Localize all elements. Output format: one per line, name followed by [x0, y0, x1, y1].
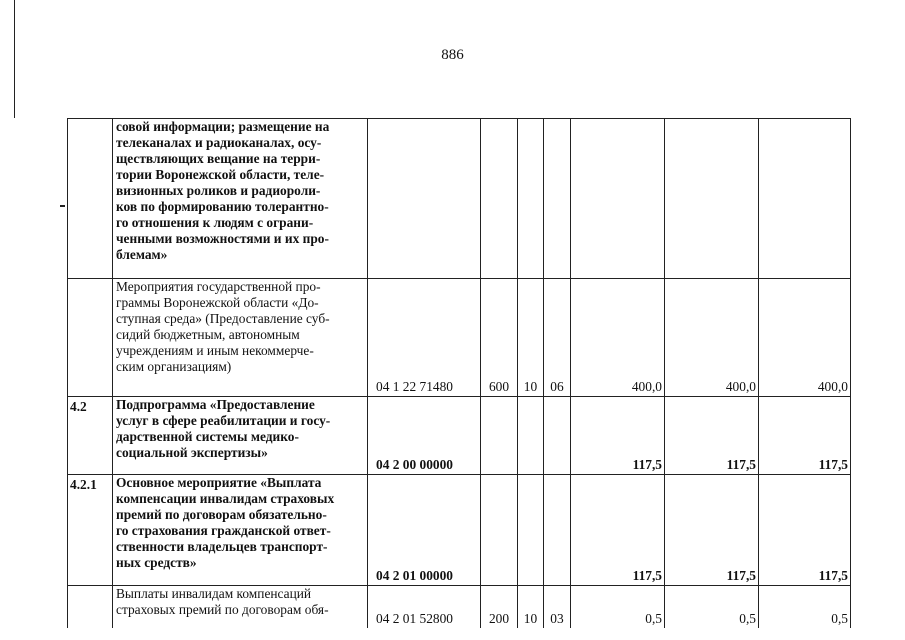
- table-row: [68, 279, 851, 397]
- budget-table: [67, 118, 851, 628]
- section: 10: [518, 586, 544, 629]
- amount-year-3: 0,5: [759, 586, 851, 629]
- subsection: [544, 475, 571, 586]
- classification-code: 04 2 01 52800: [368, 586, 481, 629]
- amount-year-1: 117,5: [571, 475, 665, 586]
- row-name: Мероприятия государственной про- граммы Воронежской области «До- ступная среда» (Предоставление суб- сидий бюджетным, автономным учреждениям и иным некоммерче- ским организациям): [113, 279, 368, 397]
- expense-type: 200: [481, 586, 518, 629]
- classification-code: 04 1 22 71480: [368, 279, 481, 397]
- row-number: 4.2.1: [68, 475, 113, 586]
- classification-code: 04 2 01 00000: [368, 475, 481, 586]
- section: [518, 119, 544, 279]
- expense-type: 600: [481, 279, 518, 397]
- row-name: Подпрограмма «Предоставление услуг в сфере реабилитации и госу- дарственной системы медико- социальной экспертизы»: [113, 397, 368, 475]
- page-number: 886: [441, 47, 464, 63]
- amount-year-1: 117,5: [571, 397, 665, 475]
- amount-year-1: 400,0: [571, 279, 665, 397]
- row-name: Выплаты инвалидам компенсаций страховых премий по договорам обя-: [113, 586, 368, 629]
- table-row: [68, 397, 851, 475]
- table-row: [68, 475, 851, 586]
- classification-code: 04 2 00 00000: [368, 397, 481, 475]
- row-number: [68, 119, 113, 279]
- amount-year-2: 400,0: [665, 279, 759, 397]
- amount-year-3: 400,0: [759, 279, 851, 397]
- section: [518, 475, 544, 586]
- amount-year-3: 117,5: [759, 475, 851, 586]
- subsection: [544, 397, 571, 475]
- expense-type: [481, 475, 518, 586]
- amount-year-2: 117,5: [665, 475, 759, 586]
- subsection: 06: [544, 279, 571, 397]
- amount-year-1: [571, 119, 665, 279]
- classification-code: [368, 119, 481, 279]
- amount-year-1: 0,5: [571, 586, 665, 629]
- table-row: [68, 586, 851, 629]
- section: [518, 397, 544, 475]
- margin-mark: [60, 205, 65, 207]
- row-name: Основное мероприятие «Выплата компенсации инвалидам страховых премий по договорам обязательно- го страхования гражданской ответ- ственности владельцев транспорт- ных средств»: [113, 475, 368, 586]
- amount-year-3: 117,5: [759, 397, 851, 475]
- section: 10: [518, 279, 544, 397]
- expense-type: [481, 397, 518, 475]
- amount-year-2: 117,5: [665, 397, 759, 475]
- expense-type: [481, 119, 518, 279]
- amount-year-2: 0,5: [665, 586, 759, 629]
- row-name: совой информации; размещение на телеканалах и радиоканалах, осу- ществляющих вещание на терри- тории Воронежской области, теле- визионных роликов и радиороли- ков по формированию толерантно- го отношения к людям с ограни- ченными возможностями и их про- блемам»: [113, 119, 368, 279]
- row-number: [68, 279, 113, 397]
- row-number: [68, 586, 113, 629]
- row-number: 4.2: [68, 397, 113, 475]
- amount-year-3: [759, 119, 851, 279]
- amount-year-2: [665, 119, 759, 279]
- subsection: 03: [544, 586, 571, 629]
- subsection: [544, 119, 571, 279]
- table-row: [68, 119, 851, 279]
